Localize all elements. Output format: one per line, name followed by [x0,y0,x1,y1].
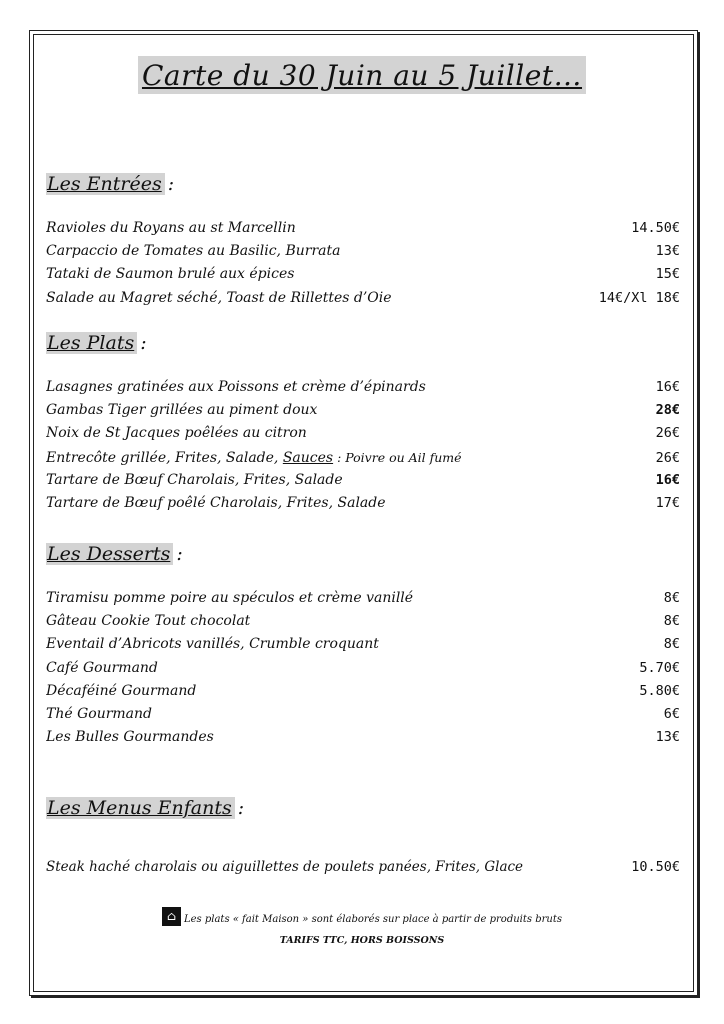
item-price: 26€ [655,449,680,466]
item-price: 5.80€ [639,682,680,699]
menu-item [46,263,680,286]
item-name: Gâteau Cookie Tout chocolat [46,613,251,630]
section-heading-label: Les Desserts [46,543,173,565]
item-name: Eventail d’Abricots vanillés, Crumble croquant [46,636,379,653]
item-price: 8€ [663,590,680,606]
section-desserts [46,541,680,749]
section-heading-label: Les Plats [46,332,137,354]
menu-title: Carte du 30 Juin au 5 Juillet… [138,56,586,94]
menu-item [46,422,680,445]
item-price: 15€ [655,266,680,283]
item-name: Noix de St Jacques poêlées au citron [46,425,307,442]
menu-item [46,469,680,492]
item-price: 13€ [655,729,680,746]
menu-item [46,726,680,749]
menu-item [46,680,680,703]
heading-colon: : [237,797,245,819]
menu-item [46,610,680,633]
item-price: 6€ [663,705,680,722]
item-name: Lasagnes gratinées aux Poissons et crème d’épinards [46,379,426,395]
section-heading [46,330,680,356]
item-name: Les Bulles Gourmandes [46,729,214,746]
item-name: Steak haché charolais ou aiguillettes de poulets panées, Frites, Glace [46,859,524,875]
item-price: 17€ [655,494,680,511]
menu-item [46,492,680,515]
fait-maison-text: Les plats « fait Maison » sont élaborés sur place à partir de produits bruts [184,914,562,925]
menu-item [46,633,680,656]
item-price: 13€ [655,243,680,260]
item-name: Thé Gourmand [46,705,153,722]
item-price: 8€ [663,613,680,630]
item-price: 8€ [663,636,680,653]
menu-item [46,703,680,726]
item-name: Tartare de Bœuf Charolais, Frites, Salade [46,471,343,488]
item-name-prefix: Entrecôte grillée, Frites, Salade, [46,449,283,466]
section-entrees [46,171,680,310]
section-heading [46,541,680,567]
item-name [46,446,462,470]
heading-colon: : [140,332,147,354]
menu-item [46,217,680,240]
menu-item [46,240,680,263]
item-name: Ravioles du Royans au st Marcellin [46,220,296,236]
heading-colon: : [167,173,175,195]
item-name: Tartare de Bœuf poêlé Charolais, Frites, Salade [46,494,386,511]
item-name-sauces: Sauces [282,449,334,466]
menu-item [46,856,680,879]
section-plats [46,330,680,515]
item-name-suffix: : Poivre ou Ail fumé [333,449,462,465]
item-price: 5.70€ [639,659,680,676]
item-price: 10.50€ [631,859,680,875]
item-name: Carpaccio de Tomates au Basilic, Burrata [46,243,341,260]
item-name: Tiramisu pomme poire au spéculos et crème vanillé [46,590,414,606]
section-heading-label: Les Entrées [46,173,165,195]
section-heading [46,795,680,821]
item-name: Décaféiné Gourmand [46,682,197,699]
item-price: 28€ [655,402,680,419]
heading-colon: : [176,543,183,565]
item-name: Salade au Magret séché, Toast de Rillettes d’Oie [46,289,392,306]
menu-title-wrap [0,56,724,94]
menu-item [46,399,680,422]
fait-maison-note [0,910,724,929]
item-price: 14€/Xl 18€ [598,289,680,306]
section-heading-label: Les Menus Enfants [46,797,235,819]
item-name: Gambas Tiger grillées au piment doux [46,402,318,419]
section-menus-enfants [46,795,680,879]
item-price: 16€ [655,379,680,395]
menu-item [46,376,680,399]
tarifs-note: TARIFS TTC, HORS BOISSONS [279,935,445,946]
item-price: 14.50€ [631,220,680,236]
item-price: 26€ [655,425,680,442]
menu-item [46,657,680,680]
section-heading [46,171,680,197]
item-name: Tataki de Saumon brulé aux épices [46,266,295,283]
house-logo-icon: ⌂ [162,907,181,926]
item-price: 16€ [655,471,680,488]
menu-item [46,587,680,610]
menu-item [46,446,680,469]
item-name: Café Gourmand [46,659,158,676]
menu-item [46,287,680,310]
